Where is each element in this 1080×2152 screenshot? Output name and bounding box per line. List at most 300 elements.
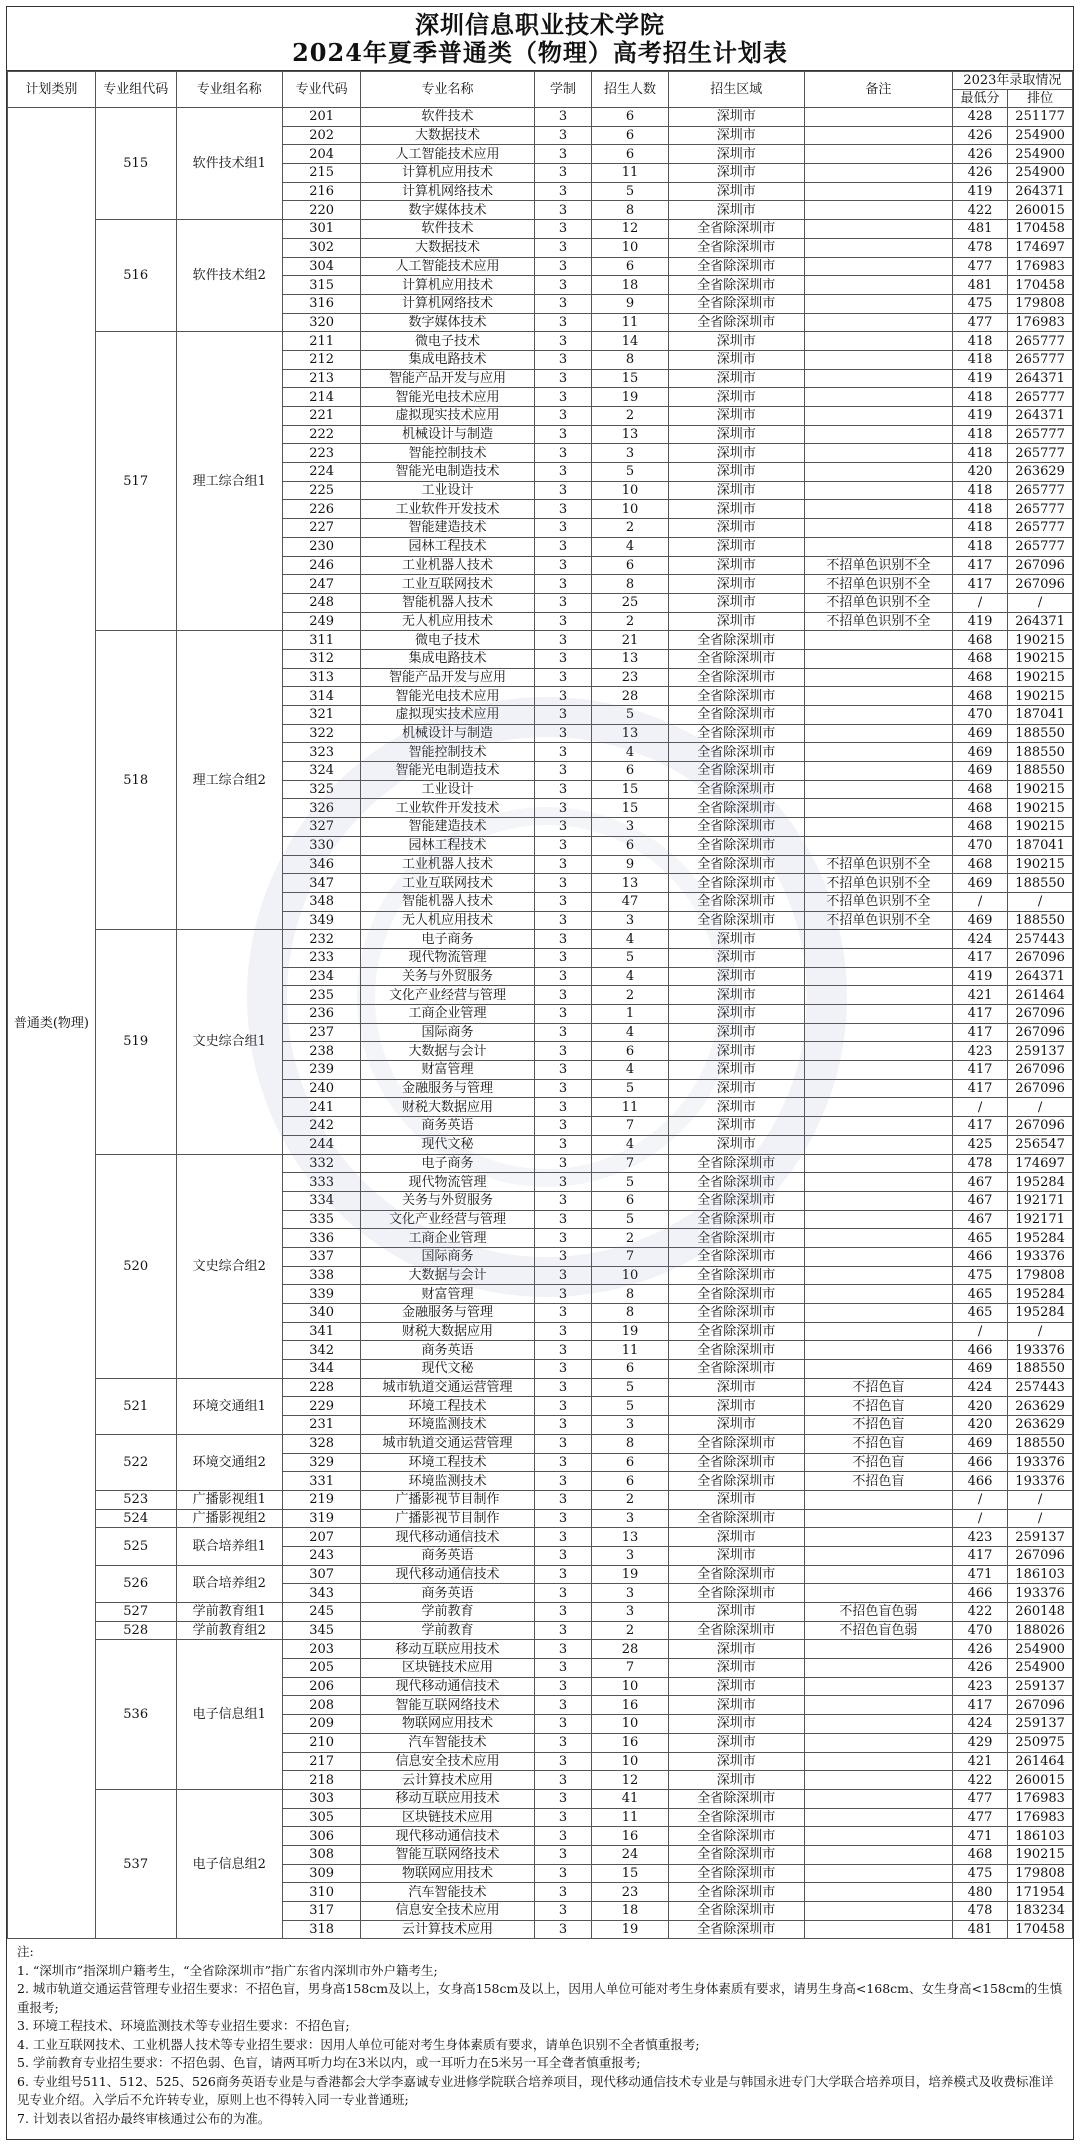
min-score-cell: 418 <box>952 332 1007 351</box>
remarks-cell <box>804 930 952 949</box>
duration-cell: 3 <box>534 1472 592 1491</box>
major-name-cell: 计算机网络技术 <box>361 294 534 313</box>
major-name-cell: 信息安全技术应用 <box>361 1752 534 1771</box>
min-score-cell: 424 <box>952 1378 1007 1397</box>
min-score-cell: 481 <box>952 1920 1007 1939</box>
duration-cell: 3 <box>534 818 592 837</box>
enrollment-count-cell: 19 <box>592 1565 668 1584</box>
plan-category-cell: 普通类(物理) <box>8 108 96 1939</box>
enrollment-count-cell: 8 <box>592 350 668 369</box>
remarks-cell <box>804 276 952 295</box>
major-code-cell: 305 <box>282 1808 361 1827</box>
enrollment-count-cell: 10 <box>592 1266 668 1285</box>
major-name-cell: 工业机器人技术 <box>361 855 534 874</box>
major-code-cell: 319 <box>282 1509 361 1528</box>
enrollment-count-cell: 4 <box>592 743 668 762</box>
region-cell: 深圳市 <box>668 350 804 369</box>
major-code-cell: 208 <box>282 1696 361 1715</box>
group-code-cell: 537 <box>95 1789 176 1939</box>
min-score-cell: 418 <box>952 350 1007 369</box>
group-name-cell: 联合培养组1 <box>176 1528 282 1565</box>
region-cell: 全省除深圳市 <box>668 238 804 257</box>
rank-cell: 257443 <box>1008 1378 1073 1397</box>
duration-cell: 3 <box>534 1603 592 1622</box>
duration-cell: 3 <box>534 276 592 295</box>
remarks-cell <box>804 1061 952 1080</box>
enrollment-count-cell: 6 <box>592 1453 668 1472</box>
enrollment-count-cell: 7 <box>592 1117 668 1136</box>
min-score-cell: 420 <box>952 1397 1007 1416</box>
group-name-cell: 环境交通组2 <box>176 1434 282 1490</box>
enrollment-count-cell: 11 <box>592 1341 668 1360</box>
major-code-cell: 220 <box>282 201 361 220</box>
enrollment-count-cell: 15 <box>592 780 668 799</box>
min-score-cell: 417 <box>952 1023 1007 1042</box>
major-code-cell: 225 <box>282 481 361 500</box>
enrollment-count-cell: 11 <box>592 164 668 183</box>
remarks-cell: 不招色盲色弱 <box>804 1621 952 1640</box>
rank-cell: 250975 <box>1008 1733 1073 1752</box>
group-name-cell: 学前教育组2 <box>176 1621 282 1640</box>
major-code-cell: 349 <box>282 911 361 930</box>
table-row <box>8 1565 1073 1584</box>
major-name-cell: 智能建造技术 <box>361 519 534 538</box>
rank-cell: 263629 <box>1008 1397 1073 1416</box>
duration-cell: 3 <box>534 1902 592 1921</box>
major-name-cell: 文化产业经营与管理 <box>361 986 534 1005</box>
region-cell: 全省除深圳市 <box>668 668 804 687</box>
region-cell: 深圳市 <box>668 986 804 1005</box>
duration-cell: 3 <box>534 1883 592 1902</box>
note-item: 4. 工业互联网技术、工业机器人技术等专业招生要求：因用人单位可能对考生身体素质有要求，请单色识别不全者慎重报考; <box>17 2036 700 2052</box>
major-code-cell: 245 <box>282 1603 361 1622</box>
region-cell: 全省除深圳市 <box>668 257 804 276</box>
rank-cell: 259137 <box>1008 1677 1073 1696</box>
major-code-cell: 323 <box>282 743 361 762</box>
group-name-cell: 软件技术组2 <box>176 220 282 332</box>
region-cell: 深圳市 <box>668 612 804 631</box>
rank-cell: 186103 <box>1008 1827 1073 1846</box>
table-row <box>8 930 1073 949</box>
min-score-cell: / <box>952 1490 1007 1509</box>
major-name-cell: 人工智能技术应用 <box>361 145 534 164</box>
min-score-cell: 420 <box>952 463 1007 482</box>
rank-cell: 256547 <box>1008 1135 1073 1154</box>
major-code-cell: 342 <box>282 1341 361 1360</box>
rank-cell: 190215 <box>1008 649 1073 668</box>
major-code-cell: 321 <box>282 706 361 725</box>
min-score-cell: 477 <box>952 313 1007 332</box>
duration-cell: 3 <box>534 687 592 706</box>
region-cell: 全省除深圳市 <box>668 1453 804 1472</box>
remarks-cell <box>804 1285 952 1304</box>
region-cell: 全省除深圳市 <box>668 1808 804 1827</box>
table-row <box>8 631 1073 650</box>
major-code-cell: 223 <box>282 444 361 463</box>
group-name-cell: 环境交通组1 <box>176 1378 282 1434</box>
remarks-cell <box>804 313 952 332</box>
remarks-cell <box>804 1247 952 1266</box>
enrollment-count-cell: 2 <box>592 612 668 631</box>
major-name-cell: 软件技术 <box>361 108 534 127</box>
major-name-cell: 智能光电技术应用 <box>361 388 534 407</box>
major-name-cell: 大数据与会计 <box>361 1042 534 1061</box>
remarks-cell: 不招色盲 <box>804 1397 952 1416</box>
duration-cell: 3 <box>534 257 592 276</box>
major-code-cell: 201 <box>282 108 361 127</box>
note-item: 7. 计划表以省招办最终审核通过公布的为准。 <box>17 2110 271 2126</box>
enrollment-count-cell: 47 <box>592 892 668 911</box>
remarks-cell <box>804 1154 952 1173</box>
major-code-cell: 306 <box>282 1827 361 1846</box>
region-cell: 全省除深圳市 <box>668 1902 804 1921</box>
region-cell: 全省除深圳市 <box>668 1883 804 1902</box>
remarks-cell <box>804 1322 952 1341</box>
major-name-cell: 智能机器人技术 <box>361 892 534 911</box>
region-cell: 全省除深圳市 <box>668 1472 804 1491</box>
major-code-cell: 216 <box>282 182 361 201</box>
major-name-cell: 商务英语 <box>361 1546 534 1565</box>
remarks-cell <box>804 294 952 313</box>
remarks-cell <box>804 1845 952 1864</box>
major-name-cell: 集成电路技术 <box>361 649 534 668</box>
duration-cell: 3 <box>534 126 592 145</box>
duration-cell: 3 <box>534 986 592 1005</box>
duration-cell: 3 <box>534 238 592 257</box>
rank-cell: 254900 <box>1008 1640 1073 1659</box>
enrollment-count-cell: 15 <box>592 1864 668 1883</box>
duration-cell: 3 <box>534 1098 592 1117</box>
remarks-cell <box>804 1696 952 1715</box>
rank-cell: 188550 <box>1008 1434 1073 1453</box>
header-region: 招生区域 <box>668 72 804 108</box>
major-code-cell: 326 <box>282 799 361 818</box>
rank-cell: / <box>1008 892 1073 911</box>
min-score-cell: 423 <box>952 1528 1007 1547</box>
duration-cell: 3 <box>534 967 592 986</box>
major-name-cell: 工业互联网技术 <box>361 874 534 893</box>
duration-cell: 3 <box>534 1434 592 1453</box>
major-name-cell: 智能建造技术 <box>361 818 534 837</box>
rank-cell: 188550 <box>1008 874 1073 893</box>
major-name-cell: 区块链技术应用 <box>361 1808 534 1827</box>
note-item: 2. 城市轨道交通运营管理专业招生要求：不招色盲，男身高158cm及以上，女身高158cm及以上，因用人单位可能对考生身体素质有要求，请男生身高<168cm、女生身高<158cm的生慎重报考; <box>17 1981 1063 2015</box>
region-cell: 深圳市 <box>668 1098 804 1117</box>
remarks-cell <box>804 220 952 239</box>
remarks-cell <box>804 649 952 668</box>
duration-cell: 3 <box>534 444 592 463</box>
major-code-cell: 308 <box>282 1845 361 1864</box>
major-name-cell: 智能控制技术 <box>361 444 534 463</box>
min-score-cell: 417 <box>952 1079 1007 1098</box>
min-score-cell: 468 <box>952 668 1007 687</box>
major-name-cell: 智能光电制造技术 <box>361 762 534 781</box>
region-cell: 深圳市 <box>668 1752 804 1771</box>
enrollment-count-cell: 24 <box>592 1845 668 1864</box>
remarks-cell <box>804 145 952 164</box>
region-cell: 全省除深圳市 <box>668 1285 804 1304</box>
enrollment-count-cell: 5 <box>592 182 668 201</box>
region-cell: 深圳市 <box>668 425 804 444</box>
region-cell: 深圳市 <box>668 967 804 986</box>
region-cell: 全省除深圳市 <box>668 855 804 874</box>
rank-cell: 170458 <box>1008 1920 1073 1939</box>
duration-cell: 3 <box>534 500 592 519</box>
duration-cell: 3 <box>534 1304 592 1323</box>
region-cell: 全省除深圳市 <box>668 1266 804 1285</box>
major-code-cell: 312 <box>282 649 361 668</box>
min-score-cell: 419 <box>952 612 1007 631</box>
group-name-cell: 联合培养组2 <box>176 1565 282 1602</box>
table-row <box>8 220 1073 239</box>
duration-cell: 3 <box>534 1453 592 1472</box>
group-code-cell: 528 <box>95 1621 176 1640</box>
region-cell: 深圳市 <box>668 1005 804 1024</box>
remarks-cell <box>804 724 952 743</box>
min-score-cell: 470 <box>952 706 1007 725</box>
rank-cell: 192171 <box>1008 1210 1073 1229</box>
region-cell: 全省除深圳市 <box>668 1509 804 1528</box>
major-code-cell: 317 <box>282 1902 361 1921</box>
major-code-cell: 328 <box>282 1434 361 1453</box>
remarks-cell: 不招色盲色弱 <box>804 1603 952 1622</box>
major-name-cell: 智能光电制造技术 <box>361 463 534 482</box>
enrollment-count-cell: 4 <box>592 1061 668 1080</box>
duration-cell: 3 <box>534 1864 592 1883</box>
major-code-cell: 244 <box>282 1135 361 1154</box>
duration-cell: 3 <box>534 799 592 818</box>
min-score-cell: 475 <box>952 294 1007 313</box>
rank-cell: 195284 <box>1008 1229 1073 1248</box>
region-cell: 深圳市 <box>668 201 804 220</box>
remarks-cell <box>804 1360 952 1379</box>
major-name-cell: 移动互联应用技术 <box>361 1789 534 1808</box>
table-row <box>8 1378 1073 1397</box>
major-name-cell: 工业设计 <box>361 481 534 500</box>
min-score-cell: 426 <box>952 145 1007 164</box>
rank-cell: 186103 <box>1008 1565 1073 1584</box>
enrollment-count-cell: 25 <box>592 593 668 612</box>
major-name-cell: 大数据技术 <box>361 238 534 257</box>
enrollment-count-cell: 18 <box>592 1902 668 1921</box>
major-code-cell: 204 <box>282 145 361 164</box>
enrollment-count-cell: 9 <box>592 294 668 313</box>
major-name-cell: 商务英语 <box>361 1341 534 1360</box>
enrollment-count-cell: 8 <box>592 1304 668 1323</box>
enrollment-count-cell: 6 <box>592 836 668 855</box>
remarks-cell <box>804 1546 952 1565</box>
major-code-cell: 243 <box>282 1546 361 1565</box>
enrollment-count-cell: 3 <box>592 1603 668 1622</box>
rank-cell: 254900 <box>1008 1659 1073 1678</box>
rank-cell: 179808 <box>1008 294 1073 313</box>
major-code-cell: 314 <box>282 687 361 706</box>
duration-cell: 3 <box>534 1715 592 1734</box>
major-name-cell: 物联网应用技术 <box>361 1715 534 1734</box>
min-score-cell: 420 <box>952 1416 1007 1435</box>
enrollment-count-cell: 3 <box>592 1416 668 1435</box>
major-code-cell: 207 <box>282 1528 361 1547</box>
rank-cell: 251177 <box>1008 108 1073 127</box>
remarks-cell <box>804 948 952 967</box>
region-cell: 全省除深圳市 <box>668 1173 804 1192</box>
major-name-cell: 现代文秘 <box>361 1135 534 1154</box>
group-code-cell: 527 <box>95 1603 176 1622</box>
min-score-cell: 423 <box>952 1677 1007 1696</box>
major-code-cell: 211 <box>282 332 361 351</box>
remarks-cell <box>804 1789 952 1808</box>
enrollment-count-cell: 4 <box>592 537 668 556</box>
enrollment-count-cell: 3 <box>592 444 668 463</box>
enrollment-count-cell: 6 <box>592 1042 668 1061</box>
enrollment-count-cell: 7 <box>592 1154 668 1173</box>
note-item: 1. “深圳市”指深圳户籍考生，“全省除深圳市”指广东省内深圳市外户籍考生; <box>17 1962 438 1978</box>
region-cell: 全省除深圳市 <box>668 649 804 668</box>
duration-cell: 3 <box>534 220 592 239</box>
major-name-cell: 学前教育 <box>361 1603 534 1622</box>
min-score-cell: 424 <box>952 930 1007 949</box>
rank-cell: 174697 <box>1008 1154 1073 1173</box>
major-code-cell: 221 <box>282 407 361 426</box>
remarks-cell <box>804 1173 952 1192</box>
group-code-cell: 517 <box>95 332 176 631</box>
region-cell: 深圳市 <box>668 1771 804 1790</box>
min-score-cell: 478 <box>952 1154 1007 1173</box>
duration-cell: 3 <box>534 1490 592 1509</box>
min-score-cell: / <box>952 1098 1007 1117</box>
duration-cell: 3 <box>534 425 592 444</box>
table-row <box>8 1528 1073 1547</box>
remarks-cell: 不招单色识别不全 <box>804 911 952 930</box>
duration-cell: 3 <box>534 1584 592 1603</box>
remarks-cell <box>804 818 952 837</box>
remarks-cell <box>804 257 952 276</box>
rank-cell: / <box>1008 1490 1073 1509</box>
enrollment-count-cell: 23 <box>592 1883 668 1902</box>
major-name-cell: 计算机应用技术 <box>361 276 534 295</box>
duration-cell: 3 <box>534 332 592 351</box>
major-name-cell: 集成电路技术 <box>361 350 534 369</box>
region-cell: 深圳市 <box>668 164 804 183</box>
duration-cell: 3 <box>534 1360 592 1379</box>
table-row <box>8 1789 1073 1808</box>
duration-cell: 3 <box>534 780 592 799</box>
enrollment-count-cell: 28 <box>592 1640 668 1659</box>
major-name-cell: 智能控制技术 <box>361 743 534 762</box>
duration-cell: 3 <box>534 1135 592 1154</box>
remarks-cell <box>804 463 952 482</box>
rank-cell: 195284 <box>1008 1304 1073 1323</box>
region-cell: 全省除深圳市 <box>668 1789 804 1808</box>
region-cell: 全省除深圳市 <box>668 818 804 837</box>
min-score-cell: 469 <box>952 874 1007 893</box>
remarks-cell <box>804 425 952 444</box>
group-name-cell: 电子信息组1 <box>176 1640 282 1790</box>
rank-cell: 267096 <box>1008 948 1073 967</box>
remarks-cell <box>804 1528 952 1547</box>
major-code-cell: 219 <box>282 1490 361 1509</box>
major-code-cell: 338 <box>282 1266 361 1285</box>
region-cell: 深圳市 <box>668 1061 804 1080</box>
major-code-cell: 332 <box>282 1154 361 1173</box>
group-code-cell: 523 <box>95 1490 176 1509</box>
major-name-cell: 文化产业经营与管理 <box>361 1210 534 1229</box>
enrollment-count-cell: 11 <box>592 313 668 332</box>
min-score-cell: 418 <box>952 500 1007 519</box>
major-code-cell: 240 <box>282 1079 361 1098</box>
min-score-cell: 418 <box>952 481 1007 500</box>
rank-cell: 265777 <box>1008 519 1073 538</box>
rank-cell: 176983 <box>1008 257 1073 276</box>
duration-cell: 3 <box>534 874 592 893</box>
remarks-cell <box>804 238 952 257</box>
duration-cell: 3 <box>534 108 592 127</box>
remarks-cell <box>804 1733 952 1752</box>
rank-cell: 259137 <box>1008 1042 1073 1061</box>
rank-cell: 261464 <box>1008 986 1073 1005</box>
remarks-cell <box>804 444 952 463</box>
remarks-cell: 不招单色识别不全 <box>804 575 952 594</box>
enrollment-count-cell: 13 <box>592 649 668 668</box>
duration-cell: 3 <box>534 724 592 743</box>
enrollment-count-cell: 16 <box>592 1733 668 1752</box>
duration-cell: 3 <box>534 1827 592 1846</box>
notes-section <box>7 1939 1073 2128</box>
major-name-cell: 现代移动通信技术 <box>361 1827 534 1846</box>
duration-cell: 3 <box>534 556 592 575</box>
group-code-cell: 519 <box>95 930 176 1154</box>
duration-cell: 3 <box>534 1565 592 1584</box>
min-score-cell: 467 <box>952 1191 1007 1210</box>
duration-cell: 3 <box>534 668 592 687</box>
enrollment-count-cell: 9 <box>592 855 668 874</box>
region-cell: 全省除深圳市 <box>668 1827 804 1846</box>
duration-cell: 3 <box>534 593 592 612</box>
major-code-cell: 345 <box>282 1621 361 1640</box>
enrollment-count-cell: 13 <box>592 724 668 743</box>
major-code-cell: 238 <box>282 1042 361 1061</box>
major-name-cell: 区块链技术应用 <box>361 1659 534 1678</box>
region-cell: 全省除深圳市 <box>668 276 804 295</box>
major-name-cell: 工业软件开发技术 <box>361 799 534 818</box>
school-name-title: 深圳信息职业技术学院 <box>415 10 665 39</box>
min-score-cell: 419 <box>952 967 1007 986</box>
remarks-cell <box>804 332 952 351</box>
major-name-cell: 工业软件开发技术 <box>361 500 534 519</box>
group-name-cell: 学前教育组1 <box>176 1603 282 1622</box>
rank-cell: / <box>1008 593 1073 612</box>
duration-cell: 3 <box>534 407 592 426</box>
min-score-cell: / <box>952 892 1007 911</box>
region-cell: 全省除深圳市 <box>668 1360 804 1379</box>
remarks-cell: 不招单色识别不全 <box>804 612 952 631</box>
major-name-cell: 虚拟现实技术应用 <box>361 407 534 426</box>
remarks-cell: 不招单色识别不全 <box>804 892 952 911</box>
major-code-cell: 215 <box>282 164 361 183</box>
duration-cell: 3 <box>534 481 592 500</box>
rank-cell: 188550 <box>1008 762 1073 781</box>
remarks-cell <box>804 1266 952 1285</box>
min-score-cell: 465 <box>952 1285 1007 1304</box>
major-code-cell: 233 <box>282 948 361 967</box>
enrollment-count-cell: 6 <box>592 1472 668 1491</box>
duration-cell: 3 <box>534 388 592 407</box>
table-row <box>8 1434 1073 1453</box>
remarks-cell <box>804 780 952 799</box>
group-code-cell: 536 <box>95 1640 176 1790</box>
remarks-cell: 不招色盲 <box>804 1378 952 1397</box>
min-score-cell: 429 <box>952 1733 1007 1752</box>
